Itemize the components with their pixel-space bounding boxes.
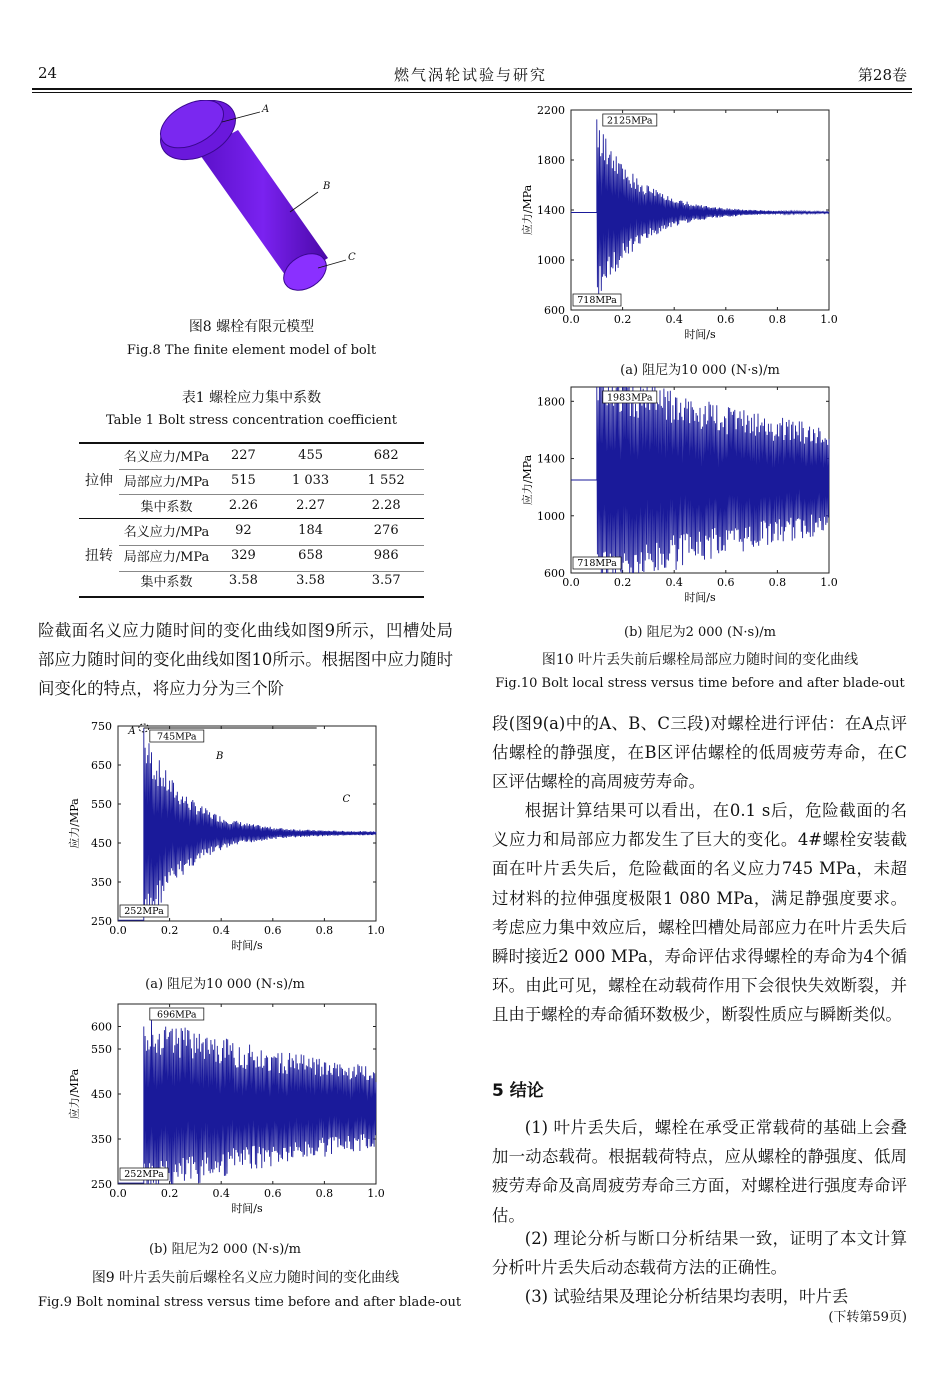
cell: 1 033 (291, 473, 330, 488)
peak-annotation-label: 2125MPa (607, 115, 653, 127)
table-row (79, 443, 424, 468)
cell: 3.58 (228, 573, 258, 588)
x-tick-label: 0.8 (768, 313, 787, 326)
y-tick-label: 350 (91, 876, 112, 889)
fig10b-subcaption: (b) 阻尼为2 000 (N·s)/m (624, 625, 776, 640)
table-row (79, 518, 424, 543)
x-tick-label: 0.0 (109, 1187, 127, 1200)
body-paragraph-left: 险截面名义应力随时间的变化曲线如图9所示，凹槽处局部应力随时间的变化曲线如图10所示。根据图中应力随时间变化的特点，将应力分为三个阶 (38, 621, 453, 699)
row-label: 集中系数 (140, 575, 193, 590)
y-tick-label: 550 (91, 798, 112, 811)
y-axis-label: 应力/MPa (521, 454, 534, 506)
y-tick-label: 250 (91, 915, 112, 928)
cell: 329 (230, 548, 256, 563)
y-tick-label: 1400 (537, 204, 565, 217)
x-tick-label: 0.8 (315, 1187, 334, 1200)
x-tick-label: 1.0 (367, 1187, 385, 1200)
table-row (79, 568, 424, 593)
x-tick-label: 0.2 (613, 576, 632, 589)
fig8-label-c: C (348, 252, 356, 263)
region-label-c: C (342, 794, 351, 806)
journal-title: 燃气涡轮试验与研究 (393, 66, 547, 84)
continued-note: (下转第59页) (828, 1310, 907, 1325)
x-tick-label: 0.2 (160, 1187, 179, 1200)
table1-title-cn: 表1 螺栓应力集中系数 (181, 390, 322, 406)
fig8-caption-cn: 图8 螺栓有限元模型 (188, 319, 315, 335)
body-paragraph-right-2: 根据计算结果可以看出，在0.1 s后，危险截面的名义应力和局部应力都发生了巨大的变化。4#螺栓安装截面在叶片丢失后，危险截面的名义应力745 MPa，未超过材料的拉伸强度极限1 080 MPa，满足静强度要求。考虑应力集中效应后，螺栓凹槽处局部应力在叶片丢失后瞬时接近2 000 MPa，寿命评估求得螺栓的寿命为4个循环。由此可见，螺栓在动载荷作用下会很快失效断裂，并且由于螺栓的寿命循环数极少，断裂性质应与瞬断类似。 (492, 801, 907, 1025)
y-tick-label: 250 (91, 1178, 112, 1191)
x-tick-label: 0.6 (264, 1187, 282, 1200)
group-label-tension: 拉伸 (85, 472, 113, 489)
min-annotation-label: 718MPa (577, 558, 617, 569)
fig9b-chart (60, 996, 390, 1226)
table-row (79, 493, 424, 518)
cell: 658 (298, 548, 323, 563)
fig10b-chart (505, 383, 845, 613)
volume-label: 第28卷 (857, 66, 907, 84)
x-tick-label: 1.0 (820, 313, 838, 326)
fig10-caption-en: Fig.10 Bolt local stress versus time before and after blade-out (495, 676, 905, 691)
min-annotation-label: 252MPa (124, 906, 164, 917)
fig8-label-a: A (262, 104, 270, 115)
x-tick-label: 0.0 (562, 576, 580, 589)
y-tick-label: 1000 (537, 254, 565, 267)
section-title-conclusion: 5 结论 (492, 1081, 544, 1101)
x-tick-label: 0.8 (315, 924, 334, 937)
x-tick-label: 0.6 (717, 313, 735, 326)
x-tick-label: 0.4 (665, 576, 683, 589)
fig10a-subcaption: (a) 阻尼为10 000 (N·s)/m (620, 363, 780, 378)
cell: 455 (298, 448, 323, 463)
y-tick-label: 600 (91, 1020, 112, 1034)
y-tick-label: 1400 (537, 452, 565, 466)
stress-series-line (118, 725, 376, 920)
bolt-model-figure (150, 100, 380, 305)
page-number: 24 (38, 64, 58, 82)
y-axis-label: 应力/MPa (68, 798, 81, 849)
fig10-caption-cn: 图10 叶片丢失前后螺栓局部应力随时间的变化曲线 (541, 652, 859, 668)
min-annotation-label: 252MPa (124, 1169, 164, 1180)
cell: 2.28 (371, 498, 401, 513)
x-tick-label: 1.0 (820, 576, 838, 589)
fig9a-chart (60, 718, 390, 963)
stress-series-line (571, 119, 829, 294)
y-axis-label: 应力/MPa (68, 1068, 81, 1120)
row-label: 名义应力/MPa (123, 450, 210, 465)
fig10a-chart (505, 102, 845, 352)
x-tick-label: 0.0 (109, 924, 127, 937)
x-tick-label: 0.8 (768, 576, 787, 589)
header-rule (32, 88, 912, 90)
cell: 515 (230, 473, 256, 488)
row-label: 集中系数 (140, 500, 193, 515)
y-tick-label: 350 (91, 1133, 112, 1146)
x-axis-label: 时间/s (684, 328, 716, 341)
row-label: 局部应力/MPa (123, 550, 210, 565)
x-tick-label: 0.6 (264, 924, 282, 937)
cell: 227 (230, 448, 256, 463)
y-tick-label: 450 (91, 837, 112, 850)
y-tick-label: 1800 (537, 395, 565, 409)
x-tick-label: 1.0 (367, 924, 385, 937)
y-tick-label: 2200 (537, 104, 565, 117)
cell: 276 (373, 523, 399, 538)
peak-annotation-label: 745MPa (157, 731, 197, 743)
x-axis-label: 时间/s (684, 591, 716, 604)
conclusion-1: (1) 叶片丢失后，螺栓在承受正常载荷的基础上会叠加一动态载荷。根据载荷特点，应从螺栓的静强度、低周疲劳寿命及高周疲劳寿命三方面，对螺栓进行强度寿命评估。 (492, 1118, 907, 1225)
y-tick-label: 600 (544, 304, 565, 317)
table-row (79, 543, 424, 568)
region-label-a: A (128, 725, 136, 737)
cell: 2.26 (228, 498, 258, 513)
x-tick-label: 0.2 (160, 924, 179, 937)
y-tick-label: 1000 (537, 509, 565, 523)
x-axis-label: 时间/s (231, 1202, 263, 1215)
peak-annotation-label: 696MPa (157, 1009, 197, 1021)
stress-coefficient-table (79, 443, 424, 593)
stress-series-line (571, 387, 829, 573)
y-tick-label: 600 (544, 567, 565, 580)
conclusion-2: (2) 理论分析与断口分析结果一致，证明了本文计算分析叶片丢失后动态载荷方法的正确性。 (492, 1229, 907, 1278)
cell: 92 (235, 523, 252, 538)
x-tick-label: 0.6 (717, 576, 735, 589)
fig9b-subcaption: (b) 阻尼为2 000 (N·s)/m (149, 1242, 301, 1257)
row-label: 名义应力/MPa (123, 525, 210, 540)
stress-series-line (118, 1018, 376, 1184)
table1-title-en: Table 1 Bolt stress concentration coefficient (106, 413, 397, 428)
min-annotation-label: 718MPa (577, 295, 617, 306)
y-tick-label: 450 (91, 1088, 112, 1101)
fig8-caption-en: Fig.8 The finite element model of bolt (126, 343, 377, 358)
fig9-caption-cn: 图9 叶片丢失前后螺栓名义应力随时间的变化曲线 (91, 1270, 400, 1286)
cell: 986 (373, 548, 399, 563)
fig9-caption-en: Fig.9 Bolt nominal stress versus time before and after blade-out (38, 1295, 462, 1310)
cell: 3.58 (296, 573, 326, 588)
y-tick-label: 1800 (537, 154, 565, 167)
y-axis-label: 应力/MPa (521, 184, 534, 236)
x-tick-label: 0.4 (665, 313, 683, 326)
x-tick-label: 0.4 (212, 924, 230, 937)
cell: 3.57 (371, 573, 401, 588)
table-row (79, 468, 424, 493)
region-label-b: B (216, 751, 224, 763)
x-tick-label: 0.2 (613, 313, 632, 326)
conclusion-3: (3) 试验结果及理论分析结果均表明，叶片丢 (524, 1287, 849, 1306)
x-tick-label: 0.0 (562, 313, 580, 326)
peak-annotation-label: 1983MPa (607, 392, 653, 404)
y-tick-label: 650 (91, 759, 112, 772)
row-label: 局部应力/MPa (123, 475, 210, 490)
y-tick-label: 750 (91, 720, 112, 733)
cell: 2.27 (296, 498, 326, 513)
cell: 1 552 (367, 473, 405, 488)
cell: 682 (373, 448, 399, 463)
body-paragraph-right-1: 段(图9(a)中的A、B、C三段)对螺栓进行评估：在A点评估螺栓的静强度，在B区评估螺栓的低周疲劳寿命，在C区评估螺栓的高周疲劳寿命。 (492, 714, 907, 792)
y-tick-label: 550 (91, 1043, 112, 1056)
cell: 184 (298, 523, 323, 538)
x-tick-label: 0.4 (212, 1187, 230, 1200)
fig9a-subcaption: (a) 阻尼为10 000 (N·s)/m (145, 977, 305, 992)
x-axis-label: 时间/s (231, 939, 263, 952)
header-rule-thin (32, 92, 912, 93)
fig8-label-b: B (323, 181, 331, 192)
group-label-torsion: 扭转 (85, 547, 113, 564)
